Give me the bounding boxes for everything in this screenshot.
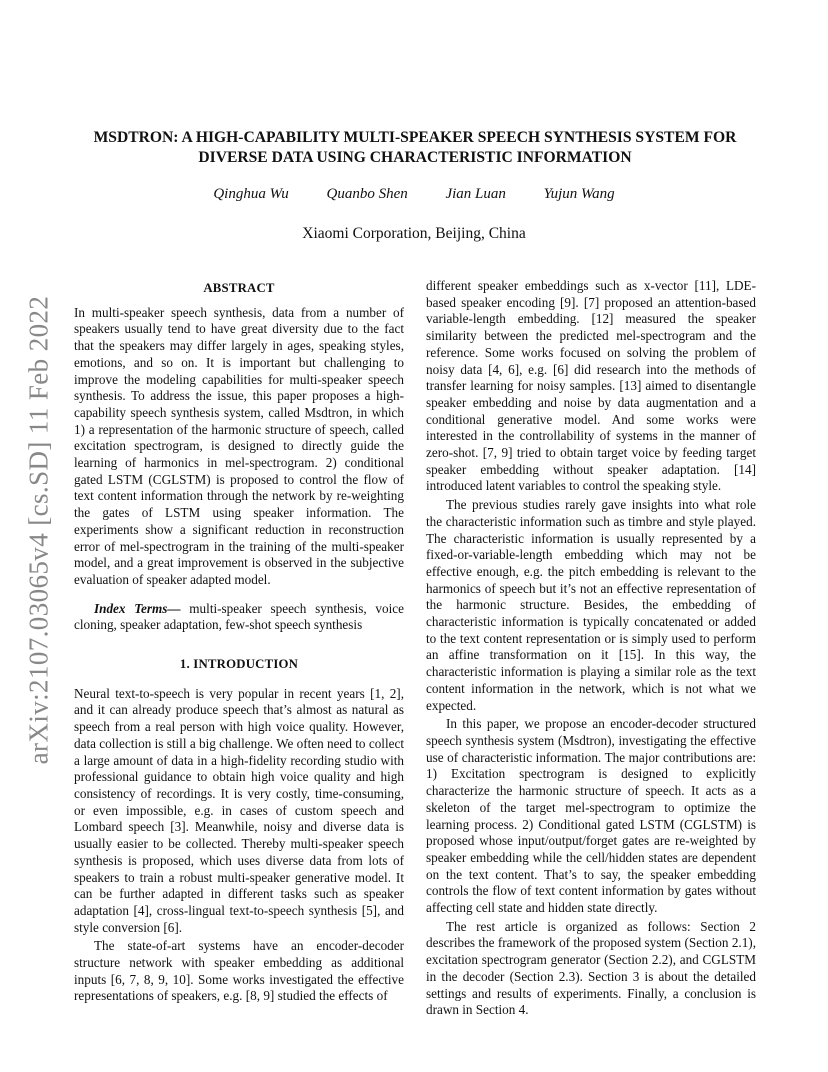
right-column xyxy=(426,278,756,1019)
index-terms xyxy=(74,601,404,634)
author-name: Qinghua Wu xyxy=(213,186,289,202)
intro-paragraph-1: Neural text-to-speech is very popular in recent years [1, 2], and it can already produce speech that’s almost as natural as speech from a real person with high voice quality. However, data collection is still a big challenge. We often need to collect a large amount of data in a high-fidelity recording studio with professional guidance to obtain high voice quality and high consistency of recordings. It is very costly, time-consuming, or even impossible, e.g. in cases of custom speech and Lombard speech [3]. Meanwhile, noisy and diverse data is usually easier to be collected. Thereby multi-speaker speech synthesis is proposed, which uses diverse data from lots of speakers to train a robust multi-speaker generative model. It can be further adapted in different tasks such as speaker adaptation [4], cross-lingual text-to-speech synthesis [5], and style conversion [6]. xyxy=(74,685,404,935)
arxiv-identifier-text: arXiv:2107.03065v4 [cs.SD] 11 Feb 2022 xyxy=(23,295,54,765)
affiliation: Xiaomi Corporation, Beijing, China xyxy=(302,225,526,242)
arxiv-identifier xyxy=(14,295,64,765)
intro-paragraph-6: The rest article is organized as follows: Section 2 describes the framework of the proposed system (Section 2.1), excitation spectrogram generator (Section 2.2), and CGLSTM in the decoder (Section 2.3). Section 3 is about the detailed settings and results of experiments. Finally, a conclusion is drawn in Section 4. xyxy=(426,918,756,1018)
abstract-heading: ABSTRACT xyxy=(203,281,275,295)
author-name: Quanbo Shen xyxy=(326,186,408,202)
intro-paragraph-3: different speaker embeddings such as x-vector [11], LDE-based speaker encoding [9]. [7] proposed an attention-based variable-length embedding. [12] measured the speaker similarity between the predicted mel-spectrogram and the reference. Some works focused on solving the problem of noisy data [4, 6], e.g. [6] did research into the methods of transfer learning for noisy samples. [13] aimed to disentangle speaker embedding and noise by data augmentation and a conditional generative model. And some works were interested in the controllability of systems in the manner of zero-shot. [7, 9] tried to obtain target voice by feeding target speaker embedding without speaker adaptation. [14] introduced latent variables to control the speaking style. xyxy=(426,278,756,494)
author-name: Jian Luan xyxy=(445,186,506,202)
introduction-heading: 1. INTRODUCTION xyxy=(179,657,299,672)
intro-paragraph-5: In this paper, we propose an encoder-decoder structured speech synthesis system (Msdtron), investigating the effective use of characteristic information. The major contributions are: 1) Excitation spectrogram is designed to explicitly characterize the harmonic structure of speech. It acts as a skeleton of the target mel-spectrogram to optimize the learning process. 2) Conditional gated LSTM (CGLSTM) is proposed whose input/output/forget gates are re-weighted by speaker embedding while the cell/hidden states are dependent on the text content. That’s to say, the speaker embedding controls the flow of text content information by gates without affecting cell state and hidden state directly. xyxy=(426,716,756,916)
paper-title: MSDTRON: A HIGH-CAPABILITY MULTI-SPEAKER SPEECH SYNTHESIS SYSTEM FOR DIVERSE DATA USING CHARACTERISTIC INFORMATION xyxy=(93,129,737,166)
index-terms-text: multi-speaker speech synthesis, voice cloning, speaker adaptation, few-shot speech synthesis xyxy=(74,600,404,633)
author-name: Yujun Wang xyxy=(543,186,615,202)
index-terms-label: Index Terms— xyxy=(94,600,181,616)
intro-paragraph-4: The previous studies rarely gave insights into what role the characteristic information such as timbre and style played. The characteristic information is usually represented by a fixed-or-variable-length embedding which may not be effective enough, e.g. the pitch embedding is relevant to the harmonics of speech but it’s not an effective representation of the harmonic structure. Besides, the embedding of characteristic information is typically concatenated or added to the text content representation or is simply used to perform an affine transformation on it [15]. In this way, the characteristic information is playing a similar role as the text content information in the network, which is not what we expected. xyxy=(426,497,756,713)
author-list xyxy=(0,186,828,203)
intro-paragraph-2: The state-of-art systems have an encoder-decoder structure network with speaker embedding as additional inputs [6, 7, 8, 9, 10]. Some works investigated the effective representations of speakers, e.g. [8, 9] studied the effects of xyxy=(74,938,404,1004)
left-column xyxy=(74,280,404,1005)
abstract-text: In multi-speaker speech synthesis, data from a number of speakers usually tend to have great diversity due to the fact that the speakers may differ largely in ages, speaking styles, emotions, and so on. It is important but challenging to improve the modeling capabilities for multi-speaker speech synthesis. To address the issue, this paper proposes a high-capability speech synthesis system, called Msdtron, in which 1) a representation of the harmonic structure of speech, called excitation spectrogram, is designed to directly guide the learning of harmonics in mel-spectrogram. 2) conditional gated LSTM (CGLSTM) is proposed to control the flow of text content information through the network by re-weighting the gates of LSTM using speaker information. The experiments show a significant reduction in reconstruction error of mel-spectrogram in the training of the multi-speaker model, and a great improvement is observed in the subjective evaluation of speaker adapted model. xyxy=(74,304,404,587)
